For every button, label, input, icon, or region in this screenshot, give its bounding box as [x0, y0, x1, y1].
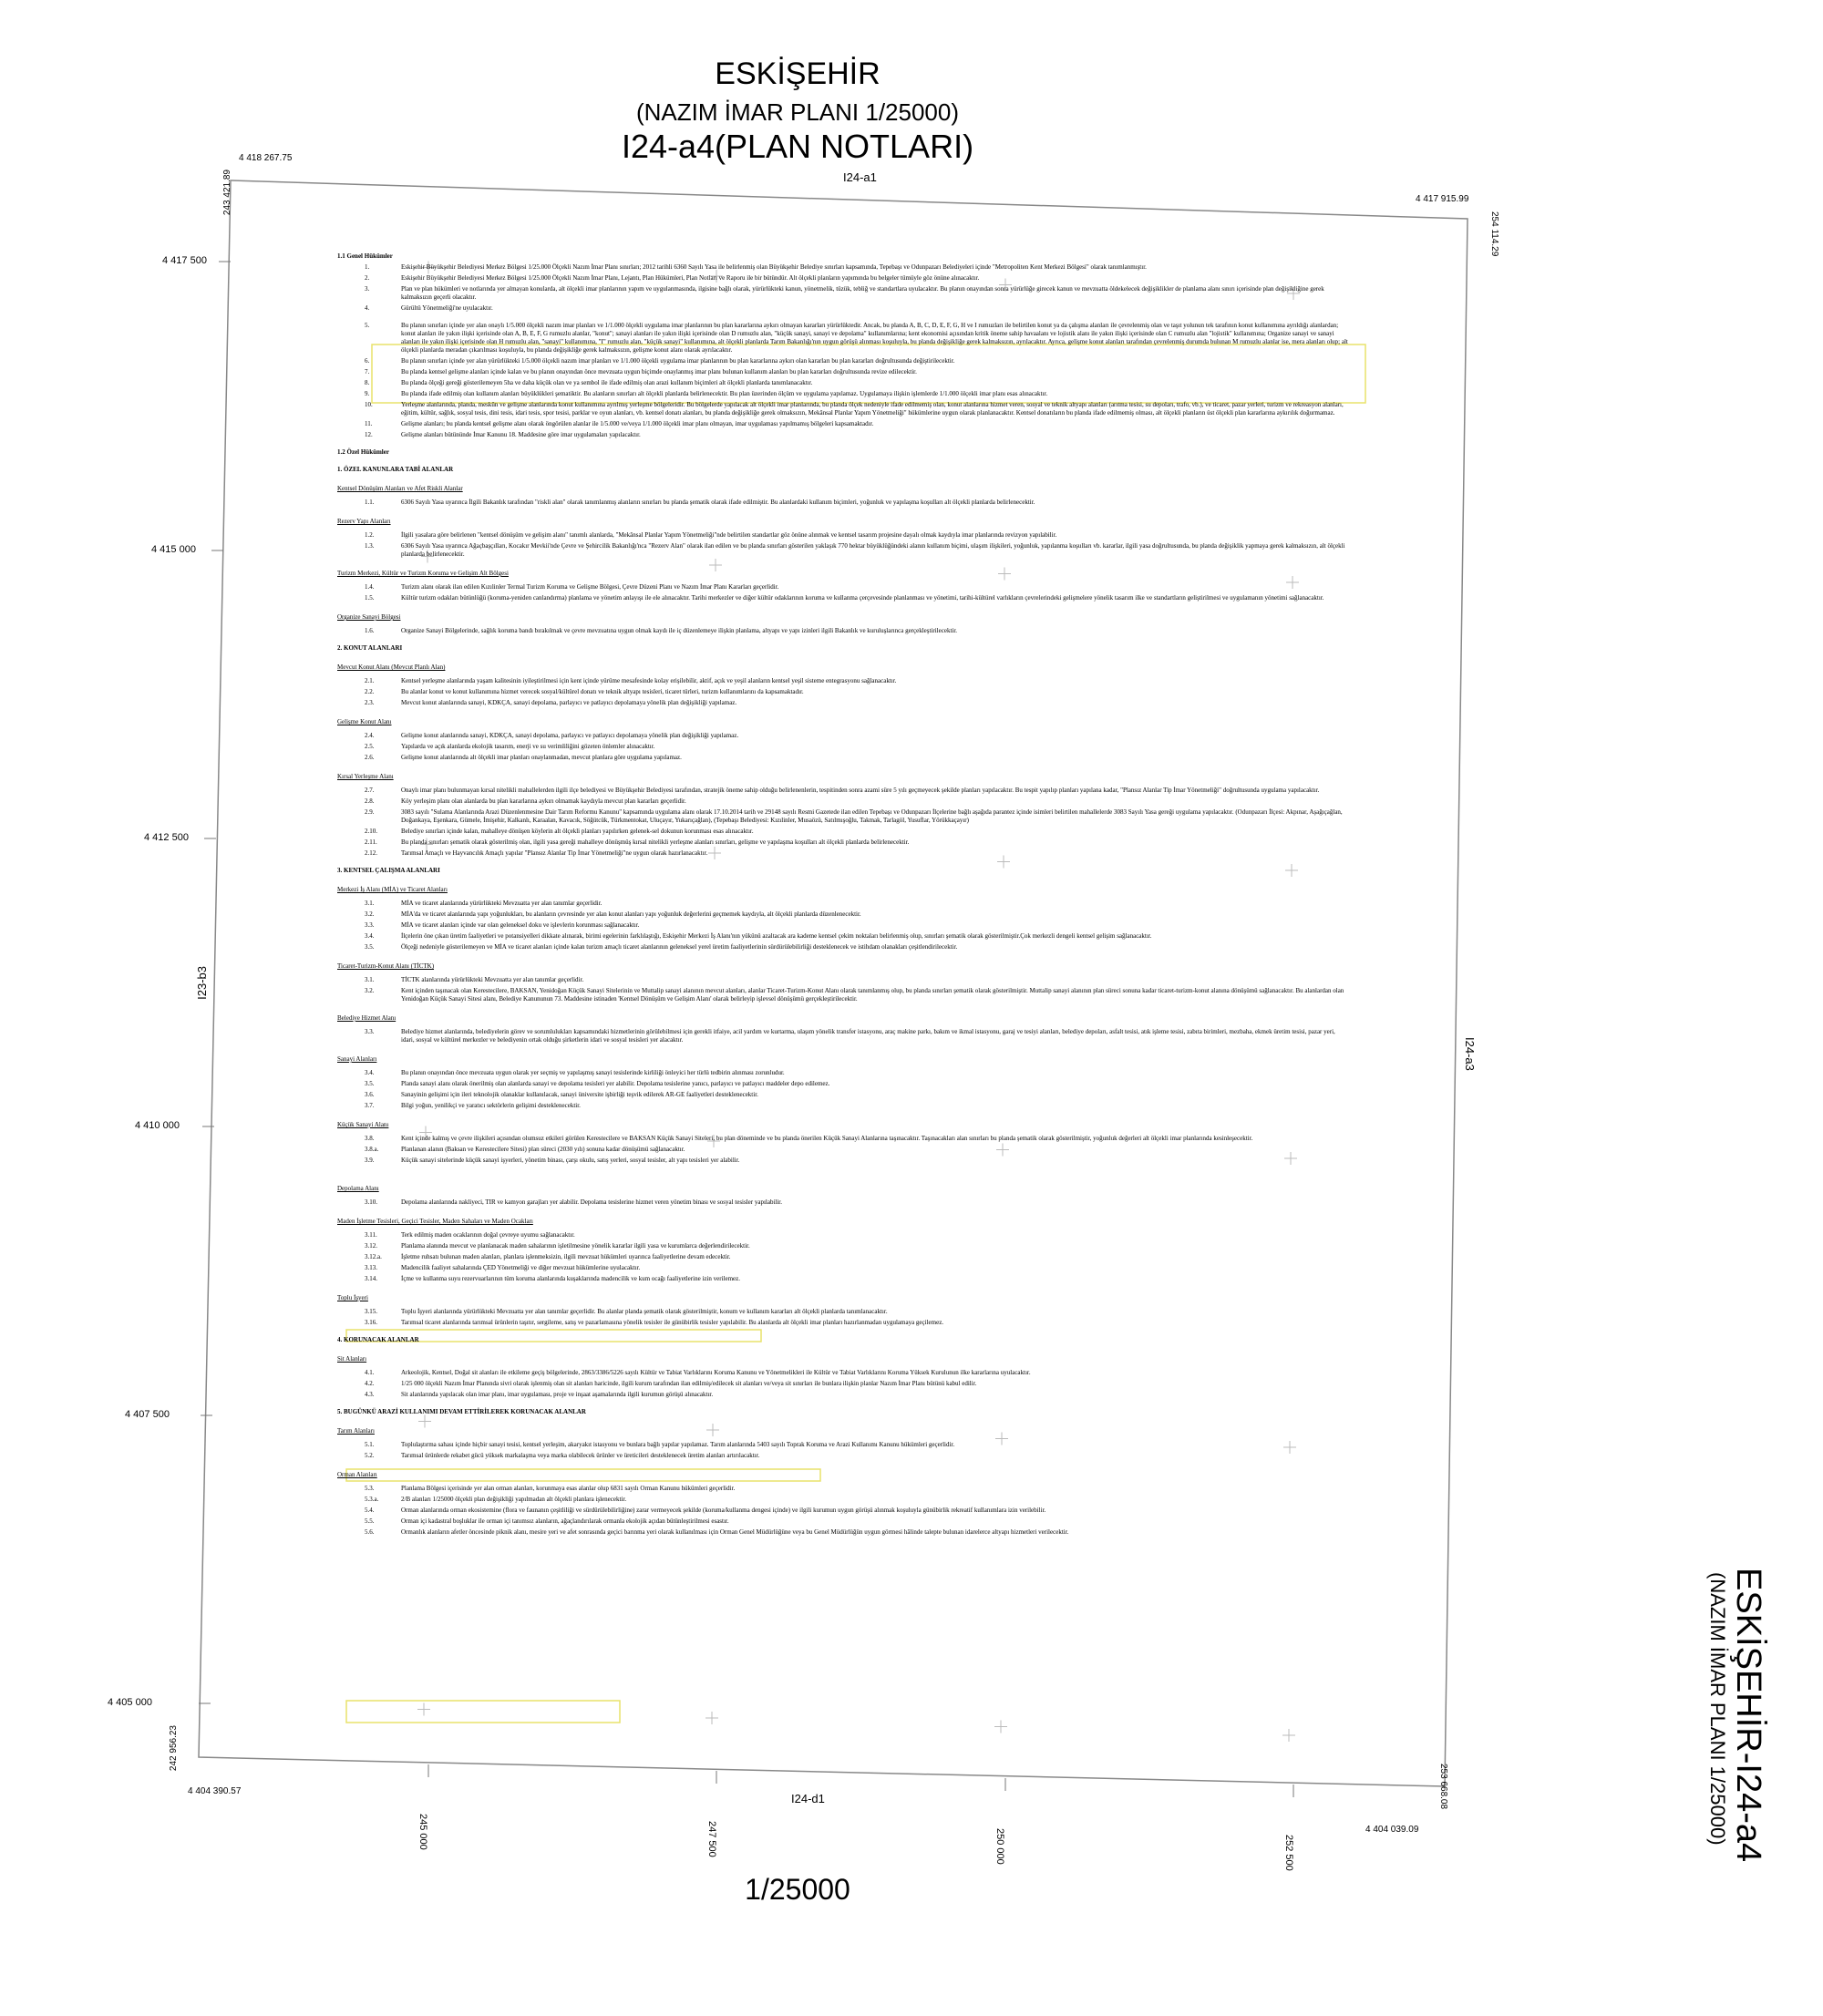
note: 6306 Sayılı Yasa uyarınca Ağaçbaşçılları, Kocakır Mevkii'nde Çevre ve Şehircilik Bakanlığı'nca "Rezerv Alan" olarak ilan edilen ve bu planda sınırları gösterilen yaklaşık 770 hektar büyüklüğündeki alanın kullanım biçimi, ulaşım ilişkileri, yoğunluk, yapılanma koşulları vb. kararlar, ilgili yasa doğrultusunda, bu planda değişiklik yapmaya gerek kalmaksızın, alt ölçekli planlarda belirlenecektir. [401, 542, 1345, 558]
note: TİCTK alanlarında yürürlükteki Mevzuatta yer alan tanımlar geçerlidir. [401, 976, 584, 983]
note: Küçük sanayi sitelerinde küçük sanayi işyerleri, yönetim binası, çarşı okulu, satış yerleri, sosyal tesisler, alt yapı tesisleri yer alabilir. [401, 1157, 740, 1164]
page-title: ESKİŞEHİR [715, 57, 881, 91]
note: Terk edilmiş maden ocaklarının doğal çevreye uyumu sağlanacaktır. [401, 1231, 575, 1239]
subsection-heading: Sanayi Alanları [337, 1055, 377, 1063]
tick-label: 245 000 [417, 1814, 428, 1850]
note: Eskişehir Büyükşehir Belediyesi Merkez Bölgesi 1/25.000 Ölçekli Nazım İmar Planı sınırları; 2012 tarihli 6360 Sayılı Yasa ile belirlenmiş olan Büyükşehir Belediye sınırları kapsamında, Tepebaşı ve Odunpazarı Belediyeleri içinde "Metropoliten Kent Merkezi Bölgesi" olarak tanımlanmıştır. [401, 263, 1147, 271]
subsection-heading: Orman Alanları [337, 1471, 377, 1478]
note: Gürültü Yönetmeliği'ne uyulacaktır. [401, 304, 493, 312]
subsection-heading: Kırsal Yerleşme Alanı [337, 773, 394, 780]
note: Planda sanayi alanı olarak önerilmiş olan alanlarda sanayi ve depolama tesisleri yer alabilir. Depolama tesislerine yanıcı, parlayıcı ve patlayıcı maddeler depo edilemez. [401, 1080, 830, 1087]
adjacent-sheet-right: I24-a3 [1463, 1037, 1477, 1071]
tick-label: 252 500 [1283, 1835, 1294, 1871]
note: 3083 sayılı "Sulama Alanlarında Arazi Düzenlenmesine Dair Tarım Reformu Kanunu" kapsamında uygulama alanı olarak 17.10.2014 tarih ve 29148 sayılı Resmi Gazetede ilan edilen Tepebaşı ve Odunpazarı İlçelerine bağlı aşağıda parantez içinde isimleri belirtilen mahallelerde 3083 Sayılı Yasa gereği uygulama yapılacaktır. (Odunpazarı İlçesi: Akpınar, Aşağıçağlan, Doğankaya, Eşenkara, Gümele, İmişehir, Kalkanlı, Karaalan, Kavacık, Söğütcük, Türkmentokat, Uluçayır, Yukarıçağlan), (Tepebaşı Belediyesi: Kızılinler, Musaözü, Satılmışoğlu, Takmak, Tarlagöl, Yusuflar, Yörükkaçayır) [401, 808, 1343, 824]
corner-coord: 4 404 390.57 [188, 1786, 242, 1796]
section-heading: 2. KONUT ALANLARI [337, 644, 403, 652]
note: Planlama alanında mevcut ve planlanacak maden sahalarının işletilmesine yönelik kararlar ilgili yasa ve kurumlarca değerlendirilecektir. [401, 1242, 750, 1250]
note: Bu alanlar konut ve konut kullanımına hizmet verecek sosyal/kültürel donatı ve teknik altyapı tesisleri, ticaret türleri, turizm kullanımlarını da kapsamaktadır. [401, 688, 804, 695]
note: Kent içinden taşınacak olan Kerestecilere, BAKSAN, Yenidoğan Küçük Sanayi Sitelerinin ve Muttalip sanayi alanının mevcut alanları, alanlar Ticaret-Turizm-Konut Alanı olarak tanımlanmış olup, bu planda sınırları şematik olarak gösterilmiştir. Muttalip sanayi alanının plan süreci sonuna kadar ticaret-turizm-konut alanına dönüşümü sağlanacaktır. Bu alanlardan olan Yenidoğan Küçük Sanayi Sitesi alanı, Belediye Kanununun 73. Maddesine istinaden 'Kentsel Dönüşüm ve Gelişim Alanı' olarak belirleyip işlevsel dönüşümü gerçekleştirilecektir. [401, 987, 1344, 1003]
note: Turizm alanı olarak ilan edilen Kızılinler Termal Turizm Koruma ve Gelişme Bölgesi, Çevre Düzeni Planı ve Nazım İmar Planı Kararları geçerlidir. [401, 583, 779, 591]
tick-label: 4 417 500 [162, 255, 207, 266]
subsection-heading: Ticaret-Turizm-Konut Alanı (TİCTK) [337, 962, 435, 970]
note: Köy yerleşim planı olan alanlarda bu plan kararlarına aykırı olmamak kaydıyla mevcut plan kararları geçerlidir. [401, 797, 686, 805]
plan-notes: 1.1 Genel Hükümler 1. Eskişehir Büyükşehir Belediyesi Merkez Bölgesi 1/25.000 Ölçekli Nazım İmar Planı sınırları; 2012 tarihli 6360 Sayılı Yasa ile belirlenmiş olan Büyükşehir Belediye sınırları kapsamında, Tepebaşı ve Odunpazarı Belediyeleri içinde "Metropoliten Kent Merkezi Bölgesi" olarak tanımlanmıştır. 2. Eskişehir Büyükşehir Belediyesi Merkez Bölgesi 1/25.000 Ölçekli Nazım İmar Planı, Lejantı, Plan Hükümleri, Plan Notları ve Raporu ile bir bütündür. Alt ölçekli planların yapımında bu belgeler tümüyle göz önüne alınacaktır. 3. Plan ve plan hükümleri ve notlarında yer almayan konularda, alt ölçekli imar planlarının yapım ve uygulanmasında, ilgisine bağlı olarak, yürürlükteki kanun, yönetmelik, tüzük, tebliğ ve standartlara uyulacaktır. Bu planın onayından sonra yürürlüğe girecek kanun ve mevzuatta öldekelecek değişiklikler de planlama alanı sınırı içerisinde plan değişikliğine gerek kalmaksızın geçerli olacaktır. 4. Gürültü Yönetmeliği'ne uyulacaktır. 5. Bu planın sınırları içinde yer alan onaylı 1/5.000 ölçekli nazım imar planları ve 1/1.000 ölçekli uygulama imar planlarının bu plan kararlarına aykırı olmayan kararları yürürlüktedir. Ancak, bu planda A, B, C, D, E, F, G, H ve I rumuzları ile belirtilen konut ya da çalışma alanları ile çevrelenmiş olan ve taşıt yolunun tek tarafının konut kullanımına ayrıldığı alanlardan; konut alanları ile yakın ilişki içerisinde olan A, B, E, F, G rumuzlu alanlar, "konut"; sanayi alanları ile yakın ilişki içerisinde olan D rumuzlu alan, "küçük sanayi, sanayi ve depolama" kullanımlarına; kent ekonomisi açısından kritik öneme sahip havaalanı ve lojistik alanı ile yakın ilişki içerisinde olan C rumuzlu alan "lojistik" kullanımına; Organize sanayi ve sanayi alanları ile yakın ilişki içerisinde olan H rumuzlu alan, "sanayi" kullanımına, "I" rumuzlu alan, "küçük sanayi" kullanımına, alt ölçekli planlarda Tarım Bakanlığı'nın uygun görüşü alınması koşuluyla, bu planda değişikliğe gerek kalmaksızın, ayrılacaktır. Ayrıca, gelişme konut alanları tarafından çevrelenmiş durumda bulunan M rumuzlu alanlar ise, mera alanları olup; alt ölçekli planlarda meradan çıkarılması koşuluyla, bu planda değişikliğe gerek kalmaksızın, gelişme konut alanı olarak ayrılacaktır. 6. Bu planın sınırları içinde yer alan yürürlükteki 1/5.000 ölçekli nazım imar planları ve 1/1.000 ölçekli uygulama imar planlarının bu plan kararlarına aykırı olan kararları bu plan kararları doğrultusunda değiştirilecektir. 7. Bu planda kentsel gelişme alanları içinde kalan ve bu planın onayından önce mevzuata uygun biçimde onaylanmış imar planı bulunan kullanım alanları bu plan kararları doğrultusunda revize edilecektir. 8. Bu planda ölçeği gereği gösterilemeyen 5ha ve daha küçük olan ve ya sembol ile ifade edilmiş olan arazi kullanım biçimleri alt ölçekli planlarda tanımlanacaktır. 9. Bu planda ifade edilmiş olan kullanım alanları büyüklükleri şematiktir. Bu alanların sınırları alt ölçekli planlarda belirlenecektir. Bu plan üzerinden ölçüm ve uygulama yapılamaz. Uygulamaya ilişkin işlemlerde 1/1.000 ölçekli imar planı esas alınacaktır. 10. Yerleşme alanlarında, planda, meskûn ve gelişme alanlarında konut kullanımına ayrılmış yerleşme bölgeleridir. Bu bölgelerde yapılacak alt ölçekli imar planlarında, bu planda ölçek nedeniyle ifade edilmemiş olan, konut alanlarına hizmet veren, sosyal ve teknik altyapı alanları (arıtma tesisi, su depoları, trafo, vb.), ve ticaret, pazar yerleri, turizm ve rekreasyon alanları, eğitim, kültür, sağlık, sosyal tesis, dini tesis, idari tesis, spor tesisi, parklar ve oyun alanları, vb. kentsel donatı alanları, bu planda değişikliğe gerek olmaksızın, Mekânsal Planlar Yapım Yönetmeliği" hükümlerine uygun olarak planlanacaktır. Kentsel donatıların bu planda ifade edilmemiş olması, alt ölçekli planların üst ölçekli plan kararlarına aykırılık doğurmamaz. 11. Gelişme alanları; bu planda kentsel gelişme alanı olarak öngörülen alanlar ile 1/5.000 ve/veya 1/1.000 ölçekli imar planı olmayan, imar uygulaması yapılmamış bölgeleri kapsamaktadır. 12. Gelişme alanları bütününde İmar Kanunu 18. Maddesine göre imar uygulamaları yapılacaktır. 1.2 Özel Hükümler 1. ÖZEL KANUNLARA TABİ ALANLAR Kentsel Dönüşüm Alanları ve Afet Riskli Alanlar 1.1. 6306 Sayılı Yasa uyarınca İlgili Bakanlık tarafından "riskli alan" olarak tanımlanmış alanların sınırları bu planda şematik olarak ifade edilmiştir. Bu alanlardaki kullanım biçimleri, yoğunluk ve yapılaşma koşulları alt ölçekli planlarda belirlenecektir. Rezerv Yapı Alanları 1.2. İlgili yasalara göre belirlenen "kentsel dönüşüm ve gelişim alanı" tanımlı alanlarda, "Mekânsal Planlar Yapım Yönetmeliği"nde belirtilen standartlar göz önüne alınmak ve kentsel tasarım projesine dayalı olmak kaydıyla imar planlarında revizyon yapılabilir. 1.3. 6306 Sayılı Yasa uyarınca Ağaçbaşçılları, Kocakır Mevkii'nde Çevre ve Şehircilik Bakanlığı'nca "Rezerv Alan" olarak ilan edilen ve bu planda sınırları gösterilen yaklaşık 770 hektar büyüklüğündeki alanın kullanım biçimi, ulaşım ilişkileri, yoğunluk, yapılanma koşulları vb. kararlar, ilgili yasa doğrultusunda, bu planda değişiklik yapmaya gerek kalmaksızın, alt ölçekli planlarda belirlenecektir. Turizm Merkezi, Kültür ve Turizm Koruma ve Gelişim Alt Bölgesi 1.4. Turizm alanı olarak ilan edilen Kızılinler Termal Turizm Koruma ve Gelişme Bölgesi, Çevre Düzeni Planı ve Nazım İmar Planı Kararları geçerlidir. 1.5. Kültür turizm odakları bütünlüğü (koruma-yeniden canlandırma) planlama ve yönetim anlayışı ile ele alınacaktır. Tarihi merkezler ve diğer kültür odaklarının koruma ve kullanma çerçevesinde planlanması ve yönetimi, tarihi-kültürel varlıkların çevrelerindeki gelişmelere yönelik tasarım ilke ve standartların geliştirilmesi ve uygulamanın yönetimi sağlanacaktır. Organize Sanayi Bölgesi 1.6. Organize Sanayi Bölgelerinde, sağlık koruma bandı bırakılmak ve çevre mevzuatına uygun olmak kaydı ile iç düzenlemeye ilişkin planlama, altyapı ve yapı izinleri ilgili Bakanlık ve kuruluşlarınca gerçekleştirilecektir. 2. KONUT ALANLARI Mevcut Konut Alanı (Mevcut Planlı Alan) 2.1. Kentsel yerleşme alanlarında yaşam kalitesinin iyileştirilmesi için kent içinde yürüme mesafesinde kolay erişilebilir, aktif, açık ve yeşil alanların kentsel yeşil sisteme entegrasyonu sağlanacaktır. 2.2. Bu alanlar konut ve konut kullanımına hizmet verecek sosyal/kültürel donatı ve teknik altyapı tesisleri, ticaret türleri, turizm kullanımlarını da kapsamaktadır. 2.3. Mevcut konut alanlarında sanayi, KDKÇA, sanayi depolama, parlayıcı ve patlayıcı depolamaya yönelik plan değişikliği yapılamaz. Gelişme Konut Alanı 2.4. Gelişme konut alanlarında sanayi, KDKÇA, sanayi depolama, parlayıcı ve patlayıcı depolamaya yönelik plan değişikliği yapılamaz. 2.5. Yapılarda ve açık alanlarda ekolojik tasarım, enerji ve su verimliliğini gözeten önlemler alınacaktır. 2.6. Gelişme konut alanlarında alt ölçekli imar planları onaylanmadan, mevcut planlara göre uygulama yapılamaz. Kırsal Yerleşme Alanı 2.7. Onaylı imar planı bulunmayan kırsal nitelikli mahallelerden ilgili ilçe belediyesi ve Büyükşehir Belediyesi tarafından, stratejik öneme sahip olduğu belirlenenlerin, tespitinden sonra azami süre 5 yılı geçmeyecek şekilde planları yapılacaktır. Bu tespit yapılıp planları yapılana kadar, "Plansız Alanlar Tip İmar Yönetmeliği" doğrultusunda uygulama yapılacaktır. 2.8. Köy yerleşim planı olan alanlarda bu plan kararlarına aykırı olmamak kaydıyla mevcut plan kararları geçerlidir. 2.9. 3083 sayılı "Sulama Alanlarında Arazi Düzenlenmesine Dair Tarım Reformu Kanunu" kapsamında uygulama alanı olarak 17.10.2014 tarih ve 29148 sayılı Resmi Gazetede ilan edilen Tepebaşı ve Odunpazarı İlçelerine bağlı aşağıda parantez içinde isimleri belirtilen mahallelerde 3083 Sayılı Yasa gereği uygulama yapılacaktır. (Odunpazarı İlçesi: Akpınar, Aşağıçağlan, Doğankaya, Eşenkara, Gümele, İmişehir, Kalkanlı, Karaalan, Kavacık, Söğütcük, Türkmentokat, Uluçayır, Yukarıçağlan), (Tepebaşı Belediyesi: Kızılinler, Musaözü, Satılmışoğlu, Takmak, Tarlagöl, Yusuflar, Yörükkaçayır) 2.10. Belediye sınırları içinde kalan, mahalleye dönüşen köylerin alt ölçekli planları yapılırken gelenek-sel dokunun korunması esas alınacaktır. 2.11. Bu planda sınırları şematik olarak gösterilmiş olan, ilgili yasa gereği mahalleye dönüşmüş kırsal nitelikli yerleşme alanları sınırları, gelişme ve yapılaşma koşulları alt ölçekli planlarda belirlenecektir. 2.12. Tarımsal Amaçlı ve Hayvancılık Amaçlı yapılar "Plansız Alanlar Tip İmar Yönetmeliği"ne uygun olarak hazırlanacaktır. 3. KENTSEL ÇALIŞMA ALANLARI Merkezi İş Alanı (MİA) ve Ticaret Alanları 3.1. MİA ve ticaret alanlarında yürürlükteki Mevzuatta yer alan tanımlar geçerlidir. 3.2. MİA'da ve ticaret alanlarında yapı yoğunlukları, bu alanların çevresinde yer alan konut alanları yapı yoğunluk değerlerini geçmemek kaydıyla, alt ölçekli planlarda düzenlenecektir. 3.3. MİA ve ticaret alanları içinde var olan geleneksel doku ve işlevlerin korunması sağlanacaktır. 3.4. İlçelerin öne çıkan üretim faaliyetleri ve potansiyelleri dikkate alınarak, birimi egelerinin farklılaştığı, Eskişehir Merkezi İş Alanı'nın yükünü azaltacak ara kademe kentsel çekim noktaları belirlenmiş olup, sınırları şematik olarak gösterilmiştir.Çok merkezli dengeli kentsel gelişim sağlanacaktır. 3.5. Ölçeği nedeniyle gösterilemeyen ve MİA ve ticaret alanları içinde kalan turizm amaçlı ticaret alanlarının geleneksel yerel üretim faaliyetlerinin sürdürülebilirliği desteklenecek ve istihdam olanakları çeşitlendirilecektir. Ticaret-Turizm-Konut Alanı (TİCTK) 3.1. TİCTK alanlarında yürürlükteki Mevzuatta yer alan tanımlar geçerlidir. 3.2. Kent içinden taşınacak olan Kerestecilere, BAKSAN, Yenidoğan Küçük Sanayi Sitelerinin ve Muttalip sanayi alanının mevcut alanları, alanlar Ticaret-Turizm-Konut Alanı olarak tanımlanmış olup, bu planda sınırları şematik olarak gösterilmiştir. Muttalip sanayi alanının plan süreci sonuna kadar ticaret-turizm-konut alanına dönüşümü sağlanacaktır. Bu alanlardan olan Yenidoğan Küçük Sanayi Sitesi alanı, Belediye Kanununun 73. Maddesine istinaden 'Kentsel Dönüşüm ve Gelişim Alanı' olarak belirleyip işlevsel dönüşümü gerçekleştirilecektir. Belediye Hizmet Alanı 3.3. Belediye hizmet alanlarında, belediyelerin görev ve sorumlulukları kapsamındaki hizmetlerinin görülebilmesi için gerekli itfaiye, acil yardım ve kurtarma, ulaşım yönelik transfer istasyonu, araç makine parkı, bakım ve ikmal istasyonu, garaj ve tesiyi alanları, belediye depoları, asfalt tesisi, atık işleme tesisi, zabıta birimleri, mezbaha, ekmek üretim tesisi, pazar yeri, idari, sosyal ve kültürel merkezler ve belediyenin ortak olduğu şirketlerin idari ve sosyal tesisleri yer alacaktır. Sanayi Alanları 3.4. Bu planın onayından önce mevzuata uygun olarak yer seçmiş ve yapılaşmış sanayi tesislerinde kirliliği önleyici her türlü tedbirin alınması zorunludur. 3.5. Planda sanayi alanı olarak önerilmiş olan alanlarda sanayi ve depolama tesisleri yer alabilir. Depolama tesislerine yanıcı, parlayıcı ve patlayıcı maddeler depo edilemez. 3.6. Sanayinin gelişimi için ileri teknolojik olanaklar kullanılacak, sanayi üniversite işbirliği teşvik edilerek AR-GE faaliyetleri desteklenecektir. 3.7. Bilgi yoğun, yenilikçi ve yaratıcı sektörlerin gelişimi desteklenecektir. Küçük Sanayi Alanı 3.8. Kent içinde kalmış ve çevre ilişkileri açısından olumsuz etkileri görülen Kerestecilere ve BAKSAN Küçük Sanayi Siteleri, bu plan döneminde ve bu planda önerilen Küçük Sanayi Alanlarına taşınacaktır. Taşınacakları alan sınırları bu planda şematik olarak gösterilmiştir, yoğunluk değerleri alt ölçekli imar planlarında kesinleşecektir. 3.8.a. Planlanan alanın (Baksan ve Kerestecilere Sitesi) plan süreci (2030 yılı) sonuna kadar dönüşümü sağlanacaktır. 3.9. Küçük sanayi sitelerinde küçük sanayi işyerleri, yönetim binası, çarşı okulu, satış yerleri, sosyal tesisler, alt yapı tesisleri yer alabilir. Depolama Alanı 3.10. Depolama alanlarında nakliyeci, TIR ve kamyon garajları yer alabilir. Depolama tesislerine hizmet veren yönetim binası ve sosyal tesisler yapılabilir. Maden İşletme Tesisleri, Geçici Tesisler, Maden Sahaları ve Maden Ocakları 3.11. Terk edilmiş maden ocaklarının doğal çevreye uyumu sağlanacaktır. 3.12. Planlama alanında mevcut ve planlanacak maden sahalarının işletilmesine yönelik kararlar ilgili yasa ve kurumlarca değerlendirilecektir. 3.12.a. İşletme ruhsatı bulunan maden alanları, planlara işlenmeksizin, ilgili mevzuat hükümleri uyarınca faaliyetlerine devam edecektir. 3.13. Madencilik faaliyet sahalarında ÇED Yönetmeliği ve diğer mevzuat hükümlerine uyulacaktır. 3.14. İçme ve kullanma suyu rezervuarlarının tüm koruma alanlarında kuşaklarında madencilik ve kum ocağı faaliyetlerine izin verilemez. Toplu İşyeri 3.15. Toplu İşyeri alanlarında yürürlükteki Mevzuatta yer alan tanımlar geçerlidir. Bu alanlar planda şematik olarak gösterilmiştir, konum ve kullanım kararları alt ölçekli planlarda tanımlanacaktır. 3.16. Tarımsal ticaret alanlarında tarımsal ürünlerin taşıtır, sergileme, satış ve pazarlamasına yönelik tesisler ile günübirlik tesisler yapılabilir. Bu alanlarda alt ölçekli imar planları hazırlanmadan uygulamaya geçilemez. 4. KORUNACAK ALANLAR Sit Alanları 4.1. Arkeolojik, Kentsel, Doğal sit alanları ile etkileme geçiş bölgelerinde, 2863/3386/5226 sayılı Kültür ve Tabiat Varlıklarını Koruma Kanunu ve Yönetmelikleri ile Kültür ve Tabiat Varlıklarını Koruma Yüksek Kurulunun ilke kararlarına uyulacaktır. 4.2. 1/25 000 ölçekli Nazım İmar Planında sivri olarak işlenmiş olan sit alanları haricinde, ilgili kurum tarafından ilan edilmiş/edilecek sit alanları ve/veya sit sınırları ile bunlara ilişkin planlar Nazım İmar Planı bütünü kabul edilir. 4.3. Sit alanlarında yapılacak olan imar planı, imar uygulaması, proje ve inşaat aşamalarında ilgili kurumun görüşü alınacaktır. 5. BUGÜNKÜ ARAZİ KULLANIMI DEVAM ETTİRİLEREK KORUNACAK ALANLAR Tarım Alanları 5.1. Toplulaştırma sahası içinde hiçbir sanayi tesisi, kentsel yerleşim, akaryakıt istasyonu ve bunlara bağlı yapılar yapılamaz. Tarım alanlarında 5403 sayılı Toprak Koruma ve Arazi Kullanımı Kanunu hükümleri geçerlidir. 5.2. Tarımsal ürünlerde rekabet gücü yüksek markalaşma veya marka olabilecek ürünler ve üreticileri desteklenecek üretim alanları artırılacaktır. Orman Alanları 5.3. Planlama Bölgesi içerisinde yer alan orman alanları, korunmaya esas alanlar olup 6831 sayılı Orman Kanunu hükümleri geçerlidir. 5.3.a. 2/B alanları 1/25000 ölçekli plan değişikliği yapılmadan alt ölçekli planlara işlenecektir. 5.4. Orman alanlarında orman ekosistemine (flora ve faunanın çeşitliliği ve sürdürülebilirliğine) zarar vermeyecek şekilde (koruma/kullanma dengesi içinde) ve ilgili kurumun uygun görüşü alınmak koşuluyla günübirlik rekreatif kullanımlara izin verilebilir. 5.5. Orman içi kadastral boşluklar ile orman içi tanımsız alanların, ağaçlandırılarak ormanla ekolojik açıdan bütünleştirilmesi esastır. 5.6. Ormanlık alanların afetler öncesinde piknik alanı, mesire yeri ve afet sonrasında geçici barınma yeri olarak kullanılması için Orman Genel Müdürlüğüne veya bu Genel Müdürlüğün uygun görmesi hâlinde talepte bulunan idarelerce altyapı hizmetleri verilecektir. [337, 252, 1348, 1536]
note: Gelişme alanları; bu planda kentsel gelişme alanı olarak öngörülen alanlar ile 1/5.000 ve/veya 1/1.000 ölçekli imar planı olmayan, imar uygulaması yapılmamış bölgeleri kapsamaktadır. [401, 420, 874, 427]
note: Onaylı imar planı bulunmayan kırsal nitelikli mahallelerden ilgili ilçe belediyesi ve Büyükşehir Belediyesi tarafından, stratejik öneme sahip olduğu belirlenenlerin, tespitinden sonra azami süre 5 yılı geçmeyecek şekilde planları yapılacaktır. Bu tespit yapılıp planları yapılana kadar, "Plansız Alanlar Tip İmar Yönetmeliği" doğrultusunda uygulama yapılacaktır. [401, 787, 1320, 794]
note: İlgili yasalara göre belirlenen "kentsel dönüşüm ve gelişim alanı" tanımlı alanlarda, "Mekânsal Planlar Yapım Yönetmeliği"nde belirtilen standartlar göz önüne alınmak ve kentsel tasarım projesine dayalı olmak kaydıyla imar planlarında revizyon yapılabilir. [401, 531, 1057, 539]
highlight-box [346, 1701, 620, 1723]
tick-label: 4 410 000 [135, 1120, 180, 1131]
note: Yapılarda ve açık alanlarda ekolojik tasarım, enerji ve su verimliliğini gözeten önlemler alınacaktır. [401, 743, 655, 750]
note: Depolama alanlarında nakliyeci, TIR ve kamyon garajları yer alabilir. Depolama tesislerine hizmet veren yönetim binası ve sosyal tesisler yapılabilir. [401, 1198, 782, 1206]
subsection-heading: Depolama Alanı [337, 1185, 379, 1192]
section-heading: 4. KORUNACAK ALANLAR [337, 1336, 419, 1343]
subsection-heading: Gelişme Konut Alanı [337, 718, 392, 725]
note: Eskişehir Büyükşehir Belediyesi Merkez Bölgesi 1/25.000 Ölçekli Nazım İmar Planı, Lejantı, Plan Hükümleri, Plan Notları ve Raporu ile bir bütündür. Alt ölçekli planların yapımında bu belgeler tümüyle göz önüne alınacaktır. [401, 274, 980, 282]
section-heading: 1.1 Genel Hükümler [337, 252, 393, 260]
note: Gelişme konut alanlarında alt ölçekli imar planları onaylanmadan, mevcut planlara göre uygulama yapılamaz. [401, 754, 682, 761]
side-subtitle: (NAZIM İMAR PLANI 1/25000) [1706, 1572, 1729, 1846]
adjacent-sheet-left: I23-b3 [195, 966, 209, 1000]
note: Tarımsal ürünlerde rekabet gücü yüksek markalaşma veya marka olabilecek ürünler ve üreticileri desteklenecek üretim alanları artırılacaktır. [401, 1452, 760, 1459]
subsection-heading: Tarım Alanları [337, 1427, 375, 1435]
note: 6306 Sayılı Yasa uyarınca İlgili Bakanlık tarafından "riskli alan" olarak tanımlanmış alanların sınırları bu planda şematik olarak ifade edilmiştir. Bu alanlardaki kullanım biçimleri, yoğunluk ve yapılaşma koşulları alt ölçekli planlarda belirlenecektir. [401, 499, 1035, 506]
note: Sit alanlarında yapılacak olan imar planı, imar uygulaması, proje ve inşaat aşamalarında ilgili kurumun görüşü alınacaktır. [401, 1391, 714, 1398]
note: Arkeolojik, Kentsel, Doğal sit alanları ile etkileme geçiş bölgelerinde, 2863/3386/5226 sayılı Kültür ve Tabiat Varlıklarını Koruma Kanunu ve Yönetmelikleri ile Kültür ve Tabiat Varlıklarını Koruma Yüksek Kurulunun ilke kararlarına uyulacaktır. [401, 1369, 1031, 1376]
corner-coord: 253 668.08 [1438, 1764, 1448, 1810]
note: Bu planın onayından önce mevzuata uygun olarak yer seçmiş ve yapılaşmış sanayi tesislerinde kirliliği önleyici her türlü tedbirin alınması zorunludur. [401, 1069, 785, 1076]
adjacent-sheet-top: I24-a1 [843, 170, 877, 184]
tick-label: 4 407 500 [125, 1409, 170, 1420]
note: Belediye hizmet alanlarında, belediyelerin görev ve sorumlulukları kapsamındaki hizmetlerinin görülebilmesi için gerekli itfaiye, acil yardım ve kurtarma, ulaşım yönelik transfer istasyonu, araç makine parkı, bakım ve ikmal istasyonu, garaj ve tesiyi alanları, belediye depoları, asfalt tesisi, atık işleme tesisi, zabıta birimleri, mezbaha, ekmek üretim tesisi, pazar yeri, idari, sosyal ve kültürel merkezler ve belediyenin ortak olduğu şirketlerin idari ve sosyal tesisleri yer alacaktır. [401, 1028, 1335, 1044]
note: Toplulaştırma sahası içinde hiçbir sanayi tesisi, kentsel yerleşim, akaryakıt istasyonu ve bunlara bağlı yapılar yapılamaz. Tarım alanlarında 5403 sayılı Toprak Koruma ve Arazi Kullanımı Kanunu hükümleri geçerlidir. [401, 1441, 955, 1448]
note: Gelişme konut alanlarında sanayi, KDKÇA, sanayi depolama, parlayıcı ve patlayıcı depolamaya yönelik plan değişikliği yapılamaz. [401, 732, 739, 739]
note: Orman içi kadastral boşluklar ile orman içi tanımsız alanların, ağaçlandırılarak ormanla ekolojik açıdan bütünleştirilmesi esastır. [401, 1517, 729, 1525]
note: MİA'da ve ticaret alanlarında yapı yoğunlukları, bu alanların çevresinde yer alan konut alanları yapı yoğunluk değerlerini geçmemek kaydıyla, alt ölçekli planlarda düzenlenecektir. [401, 910, 861, 918]
side-title: ESKİŞEHİR-I24-a4 [1729, 1568, 1767, 1863]
section-heading: 3. KENTSEL ÇALIŞMA ALANLARI [337, 867, 440, 874]
note: Sanayinin gelişimi için ileri teknolojik olanaklar kullanılacak, sanayi üniversite işbirliği teşvik edilerek AR-GE faaliyetleri desteklenecektir. [401, 1091, 758, 1098]
subsection-heading: Merkezi İş Alanı (MİA) ve Ticaret Alanları [337, 886, 448, 893]
note: Bu planda ölçeği gereği gösterilemeyen 5ha ve daha küçük olan ve ya sembol ile ifade edilmiş olan arazi kullanım biçimleri alt ölçekli planlarda tanımlanacaktır. [401, 379, 813, 386]
note: Bu planda kentsel gelişme alanları içinde kalan ve bu planın onayından önce mevzuata uygun biçimde onaylanmış imar planı bulunan kullanım alanları bu plan kararları doğrultusunda revize edilecektir. [401, 368, 917, 375]
note: İlçelerin öne çıkan üretim faaliyetleri ve potansiyelleri dikkate alınarak, birimi egelerinin farklılaştığı, Eskişehir Merkezi İş Alanı'nın yükünü azaltacak ara kademe kentsel çekim noktaları belirlenmiş olup, sınırları şematik olarak gösterilmiştir.Çok merkezli dengeli kentsel gelişim sağlanacaktır. [401, 932, 1152, 940]
note: Plan ve plan hükümleri ve notlarında yer almayan konularda, alt ölçekli imar planlarının yapım ve uygulanmasında, ilgisine bağlı olarak, yürürlükteki kanun, yönetmelik, tüzük, tebliğ ve standartlara uyulacaktır. Bu planın onayından sonra yürürlüğe girecek kanun ve mevzuatta öldekelecek değişiklikler de planlama alanı sınırı içerisinde plan değişikliğine gerek kalmaksızın geçerli olacaktır. [401, 285, 1324, 301]
subsection-heading: Küçük Sanayi Alanı [337, 1121, 389, 1128]
note: Bilgi yoğun, yenilikçi ve yaratıcı sektörlerin gelişimi desteklenecektir. [401, 1102, 581, 1109]
tick-label: 247 500 [706, 1821, 717, 1857]
page-subtitle: (NAZIM İMAR PLANI 1/25000) [636, 98, 959, 126]
note: İçme ve kullanma suyu rezervuarlarının tüm koruma alanlarında kuşaklarında madencilik ve kum ocağı faaliyetlerine izin verilemez. [401, 1275, 741, 1282]
note: Ormanlık alanların afetler öncesinde piknik alanı, mesire yeri ve afet sonrasında geçici barınma yeri olarak kullanılması için Orman Genel Müdürlüğüne veya bu Genel Müdürlüğün uygun görmesi hâlinde talepte bulunan idarelerce altyapı hizmetleri verilecektir. [401, 1528, 1069, 1536]
subsection-heading: Toplu İşyeri [337, 1294, 368, 1301]
note: Yerleşme alanlarında, planda, meskûn ve gelişme alanlarında konut kullanımına ayrılmış yerleşme bölgeleridir. Bu bölgelerde yapılacak alt ölçekli imar planlarında, bu planda ölçek nedeniyle ifade edilmemiş olan, konut alanlarına hizmet veren, sosyal ve teknik altyapı alanları (arıtma tesisi, su depoları, trafo, vb.), ve ticaret, pazar yerleri, turizm ve rekreasyon alanları, eğitim, kültür, sağlık, sosyal tesis, dini tesis, idari tesis, spor tesisi, parklar ve oyun alanları, vb. kentsel donatı alanları, bu planda değişikliğe gerek olmaksızın, Mekânsal Planlar Yapım Yönetmeliği" hükümlerine uygun olarak planlanacaktır. Kentsel donatıların bu planda ifade edilmemiş olması, alt ölçekli planların üst ölçekli plan kararlarına aykırılık doğurmamaz. [401, 401, 1344, 417]
adjacent-sheet-bottom: I24-d1 [791, 1792, 825, 1805]
tick-label: 4 412 500 [144, 832, 189, 843]
scale-label: 1/25000 [745, 1873, 850, 1906]
tick-label: 250 000 [994, 1828, 1005, 1865]
note: Belediye sınırları içinde kalan, mahalleye dönüşen köylerin alt ölçekli planları yapılırken gelenek-sel dokunun korunması esas alınacaktır. [401, 828, 754, 835]
note: Orman alanlarında orman ekosistemine (flora ve faunanın çeşitliliği ve sürdürülebilirliğine) zarar vermeyecek şekilde (koruma/kullanma dengesi içinde) ve ilgili kurumun uygun görüşü alınmak koşuluyla günübirlik rekreatif kullanımlara izin verilebilir. [401, 1507, 1046, 1514]
subsection-heading: Maden İşletme Tesisleri, Geçici Tesisler, Maden Sahaları ve Maden Ocakları [337, 1218, 533, 1225]
note: Mevcut konut alanlarında sanayi, KDKÇA, sanayi depolama, parlayıcı ve patlayıcı depolamaya yönelik plan değişikliği yapılamaz. [401, 699, 737, 706]
note: Bu planda ifade edilmiş olan kullanım alanları büyüklükleri şematiktir. Bu alanların sınırları alt ölçekli planlarda belirlenecektir. Bu plan üzerinden ölçüm ve uygulama yapılamaz. Uygulamaya ilişkin işlemlerde 1/1.000 ölçekli imar planı esas alınacaktır. [401, 390, 1048, 397]
note: Gelişme alanları bütününde İmar Kanunu 18. Maddesine göre imar uygulamaları yapılacaktır. [401, 431, 641, 438]
note: Bu planın sınırları içinde yer alan onaylı 1/5.000 ölçekli nazım imar planları ve 1/1.000 ölçekli uygulama imar planlarının bu plan kararlarına aykırı olmayan kararları yürürlüktedir. Ancak, bu planda A, B, C, D, E, F, G, H ve I rumuzları ile belirtilen konut ya da çalışma alanları ile çevrelenmiş olan ve taşıt yolunun tek tarafının konut kullanımına ayrıldığı alanlardan; konut alanları ile yakın ilişki içerisinde olan A, B, E, F, G rumuzlu alanlar, "konut"; sanayi alanları ile yakın ilişki içerisinde olan D rumuzlu alan, "küçük sanayi, sanayi ve depolama" kullanımlarına; kent ekonomisi açısından kritik öneme sahip havaalanı ve lojistik alanı ile yakın ilişki içerisinde olan C rumuzlu alan "lojistik" kullanımına; Organize sanayi ve sanayi alanları ile yakın ilişki içerisinde olan H rumuzlu alan, "sanayi" kullanımına, "I" rumuzlu alan, "küçük sanayi" kullanımına, alt ölçekli planlarda Tarım Bakanlığı'nın uygun görüşü alınması koşuluyla, bu planda değişikliğe gerek kalmaksızın, ayrılacaktır. Ayrıca, gelişme konut alanları tarafından çevrelenmiş durumda bulunan M rumuzlu alanlar ise, mera alanları olup; alt ölçekli planlarda meradan çıkarılması koşuluyla, bu planda değişikliğe gerek kalmaksızın, gelişme konut alanı olarak ayrılacaktır. [401, 322, 1348, 354]
subsection-heading: Mevcut Konut Alanı (Mevcut Planlı Alan) [337, 663, 446, 671]
subsection-heading: Belediye Hizmet Alanı [337, 1014, 397, 1022]
note: Bu planın sınırları içinde yer alan yürürlükteki 1/5.000 ölçekli nazım imar planları ve 1/1.000 ölçekli uygulama imar planlarının bu plan kararlarına aykırı olan kararları bu plan kararları doğrultusunda değiştirilecektir. [401, 357, 955, 365]
note: Bu planda sınırları şematik olarak gösterilmiş olan, ilgili yasa gereği mahalleye dönüşmüş kırsal nitelikli yerleşme alanları sınırları, gelişme ve yapılaşma koşulları alt ölçekli planlarda belirlenecektir. [401, 838, 910, 846]
note: Tarımsal ticaret alanlarında tarımsal ürünlerin taşıtır, sergileme, satış ve pazarlamasına yönelik tesisler ile günübirlik tesisler yapılabilir. Bu alanlarda alt ölçekli imar planları hazırlanmadan uygulamaya geçilemez. [401, 1319, 944, 1326]
note: Planlanan alanın (Baksan ve Kerestecilere Sitesi) plan süreci (2030 yılı) sonuna kadar dönüşümü sağlanacaktır. [401, 1146, 685, 1153]
subsection-heading: Organize Sanayi Bölgesi [337, 613, 401, 621]
note: Ölçeği nedeniyle gösterilemeyen ve MİA ve ticaret alanları içinde kalan turizm amaçlı ticaret alanlarının geleneksel yerel üretim faaliyetlerinin sürdürülebilirliği desteklenecek ve istihdam olanakları çeşitlendirilecektir. [401, 943, 958, 951]
note: MİA ve ticaret alanlarında yürürlükteki Mevzuatta yer alan tanımlar geçerlidir. [401, 900, 603, 907]
section-heading: 1. ÖZEL KANUNLARA TABİ ALANLAR [337, 466, 454, 473]
corner-coord: 4 418 267.75 [239, 153, 293, 163]
subsection-heading: Kentsel Dönüşüm Alanları ve Afet Riskli Alanlar [337, 485, 463, 492]
note: 2/B alanları 1/25000 ölçekli plan değişikliği yapılmadan alt ölçekli planlara işlenecektir. [401, 1496, 627, 1503]
note: Kentsel yerleşme alanlarında yaşam kalitesinin iyileştirilmesi için kent içinde yürüme mesafesinde kolay erişilebilir, aktif, açık ve yeşil alanların kentsel yeşil sisteme entegrasyonu sağlanacaktır. [401, 677, 897, 684]
subsection-heading: Turizm Merkezi, Kültür ve Turizm Koruma ve Gelişim Alt Bölgesi [337, 570, 509, 577]
note: Toplu İşyeri alanlarında yürürlükteki Mevzuatta yer alan tanımlar geçerlidir. Bu alanlar planda şematik olarak gösterilmiştir, konum ve kullanım kararları alt ölçekli planlarda tanımlanacaktır. [401, 1308, 888, 1315]
corner-coord: 243 421.89 [222, 170, 232, 216]
note: Planlama Bölgesi içerisinde yer alan orman alanları, korunmaya esas alanlar olup 6831 sayılı Orman Kanunu hükümleri geçerlidir. [401, 1485, 736, 1492]
sheet-title: I24-a4(PLAN NOTLARI) [621, 128, 974, 165]
bottom-ticks [428, 1764, 1293, 1797]
note: 1/25 000 ölçekli Nazım İmar Planında sivri olarak işlenmiş olan sit alanları haricinde, ilgili kurum tarafından ilan edilmiş/edilecek sit alanları ve/veya sit sınırları ile bunlara ilişkin planlar Nazım İmar Planı bütünü kabul edilir. [401, 1380, 977, 1387]
note: İşletme ruhsatı bulunan maden alanları, planlara işlenmeksizin, ilgili mevzuat hükümleri uyarınca faaliyetlerine devam edecektir. [401, 1253, 731, 1260]
subsection-heading: Sit Alanları [337, 1355, 367, 1363]
corner-coord: 254 114.29 [1489, 211, 1499, 257]
subsection-heading: Rezerv Yapı Alanları [337, 518, 391, 525]
note: Organize Sanayi Bölgelerinde, sağlık koruma bandı bırakılmak ve çevre mevzuatına uygun olmak kaydı ile iç düzenlemeye ilişkin planlama, altyapı ve yapı izinleri ilgili Bakanlık ve kuruluşlarınca gerçekleştirilecektir. [401, 627, 958, 634]
section-heading: 1.2 Özel Hükümler [337, 448, 389, 456]
corner-coord: 4 404 039.09 [1365, 1825, 1419, 1835]
note: Madencilik faaliyet sahalarında ÇED Yönetmeliği ve diğer mevzuat hükümlerine uyulacaktır. [401, 1264, 641, 1271]
section-heading: 5. BUGÜNKÜ ARAZİ KULLANIMI DEVAM ETTİRİLEREK KORUNACAK ALANLAR [337, 1408, 586, 1415]
note: MİA ve ticaret alanları içinde var olan geleneksel doku ve işlevlerin korunması sağlanacaktır. [401, 921, 640, 929]
corner-coord: 4 417 915.99 [1416, 194, 1469, 204]
corner-coord: 242 956.23 [169, 1725, 179, 1772]
note: Kültür turizm odakları bütünlüğü (koruma-yeniden canlandırma) planlama ve yönetim anlayışı ile ele alınacaktır. Tarihi merkezler ve diğer kültür odaklarının koruma ve kullanma çerçevesinde planlanması ve yönetimi, tarihi-kültürel varlıkların çevrelerindeki gelişmelere yönelik tasarım ilke ve standartların geliştirilmesi ve uygulamanın yönetimi sağlanacaktır. [401, 594, 1324, 602]
tick-label: 4 415 000 [151, 544, 196, 555]
tick-label: 4 405 000 [108, 1697, 152, 1708]
note: Kent içinde kalmış ve çevre ilişkileri açısından olumsuz etkileri görülen Kerestecilere ve BAKSAN Küçük Sanayi Siteleri, bu plan döneminde ve bu planda önerilen Küçük Sanayi Alanlarına taşınacaktır. Taşınacakları alan sınırları bu planda şematik olarak gösterilmiştir, yoğunluk değerleri alt ölçekli imar planlarında kesinleşecektir. [401, 1135, 1253, 1142]
note: Tarımsal Amaçlı ve Hayvancılık Amaçlı yapılar "Plansız Alanlar Tip İmar Yönetmeliği"ne uygun olarak hazırlanacaktır. [401, 849, 708, 857]
